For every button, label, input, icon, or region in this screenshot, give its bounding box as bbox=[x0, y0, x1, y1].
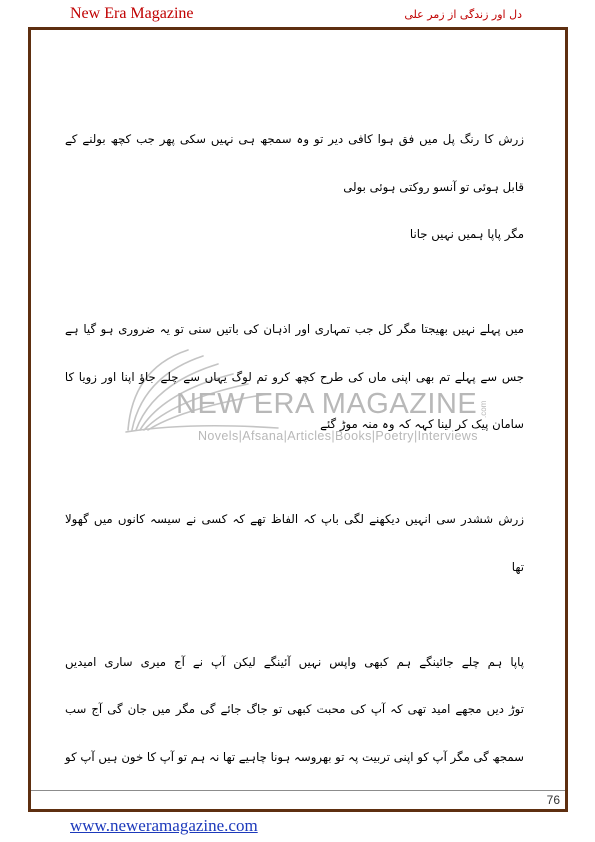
story-line-row bbox=[62, 401, 524, 449]
story-line-row bbox=[62, 354, 524, 402]
story-body bbox=[62, 116, 524, 781]
story-line: میں پہلے نہیں بھیجتا مگر کل جب تمہاری اور اذہان کی باتیں سنی تو یہ ضروری ہو گیا ہے bbox=[64, 322, 524, 336]
paragraph bbox=[62, 639, 524, 782]
story-line: قابل ہوئی تو آنسو روکتی ہوئی بولی bbox=[343, 179, 524, 194]
story-line: جس سے پہلے تم بھی اپنی ماں کی طرح کچھ کرو تم لوگ یہاں سے چلے جاؤ اپنا اور زویا کا bbox=[64, 369, 524, 384]
story-line-row bbox=[62, 116, 524, 164]
website-link[interactable]: www.neweramagazine.com bbox=[70, 816, 258, 835]
story-line-row bbox=[62, 164, 524, 212]
story-line: پاپا ہم چلے جائینگے ہم کبھی واپس نہیں آئینگے لیکن آپ نے آج میری ساری امیدیں bbox=[65, 654, 524, 669]
watermark-tagline: Novels|Afsana|Articles|Books|Poetry|Interviews bbox=[198, 429, 478, 443]
story-line-row bbox=[62, 306, 524, 354]
story-line: سمجھ گی مگر آپ کو اپنی تربیت پہ تو بھروسہ ہونا چاہیے تھا نہ ہم تو آپ کا خون ہیں آپ کو bbox=[65, 749, 524, 764]
story-line-row bbox=[62, 639, 524, 687]
header-magazine-name: New Era Magazine bbox=[70, 5, 194, 22]
watermark-domain: .com bbox=[479, 400, 488, 418]
page-number: 76 bbox=[546, 793, 560, 807]
story-line: زرش کا رنگ پل میں فق ہوا کافی دیر تو وہ سمجھ ہی نہیں سکی پھر جب کچھ بولنے کے bbox=[64, 132, 524, 146]
story-line: توڑ دیں مجھے امید تھی کہ آپ کی محبت کبھی تو جاگ جائے گی مگر میں جان گی آج سب bbox=[64, 702, 524, 716]
story-line-row bbox=[62, 211, 524, 259]
story-line: سامان پیک کر لینا کہہ کہ وہ منہ موڑ گئے bbox=[320, 417, 524, 431]
story-line: مگر پاپا ہمیں نہیں جانا bbox=[409, 227, 524, 241]
story-line: زرش ششدر سی انہیں دیکھنے لگی باپ کہ الفاظ تھے کہ کسی نے سیسہ کانوں میں گھولا bbox=[64, 512, 524, 526]
watermark-title: NEW ERA MAGAZINE bbox=[176, 388, 478, 420]
paragraph bbox=[62, 211, 524, 259]
story-line-row bbox=[62, 544, 524, 592]
header-book-title: دل اور زندگی از زمر علی bbox=[404, 8, 522, 21]
story-line-row bbox=[62, 496, 524, 544]
story-line-row bbox=[62, 686, 524, 734]
paragraph bbox=[62, 116, 524, 211]
paragraph bbox=[62, 496, 524, 591]
story-line: تھا bbox=[511, 559, 524, 574]
paragraph bbox=[62, 306, 524, 449]
story-line-row bbox=[62, 734, 524, 782]
footer-divider bbox=[31, 790, 565, 791]
